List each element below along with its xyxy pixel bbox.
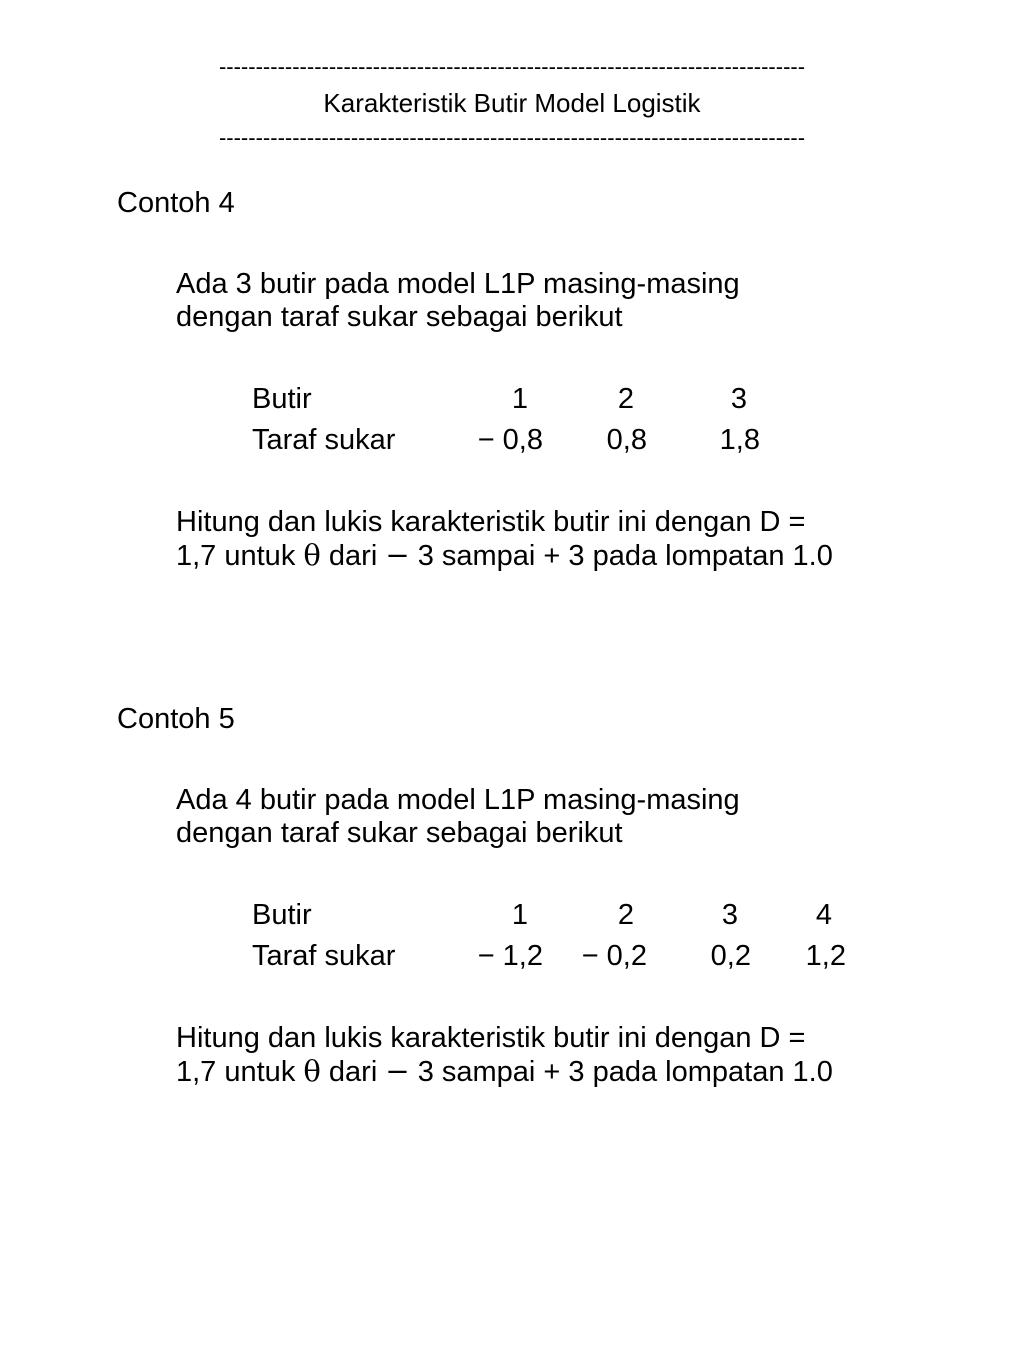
- minus-symbol: −: [385, 538, 410, 572]
- example-4-task-line2: [176, 539, 976, 573]
- example-5-item-2: 2: [617, 899, 634, 931]
- example-5-task: [176, 1022, 976, 1089]
- example-4-item-label: Butir: [252, 383, 312, 415]
- example-4-intro-line2: dengan taraf sukar sebagai berikut: [176, 301, 623, 333]
- example-5-intro-line2: dengan taraf sukar sebagai berikut: [176, 817, 623, 849]
- example-5-task-line1: Hitung dan lukis karakteristik butir ini dengan D =: [176, 1022, 806, 1054]
- example-4-item-2: 2: [617, 383, 634, 415]
- theta-symbol: θ: [303, 538, 321, 572]
- example-5-difficulty-3: 0,2: [710, 940, 751, 972]
- example-5-item-row: [0, 898, 1024, 932]
- example-5-task-line2-c: 3 sampai + 3 pada lompatan 1.0: [409, 1056, 833, 1088]
- example-5-item-4: 4: [815, 899, 832, 931]
- example-4-item-row: [0, 382, 1024, 416]
- header-rule-bottom: --------------------------------------------------------------------------------: [218, 126, 806, 150]
- header-rule-top: --------------------------------------------------------------------------------: [218, 55, 806, 79]
- example-4-difficulty-2: 0,8: [606, 424, 647, 456]
- example-5-task-line2: [176, 1055, 976, 1089]
- example-4-item-3: 3: [730, 383, 747, 415]
- example-5-task-line2-b: dari: [320, 1056, 386, 1088]
- example-4-difficulty-row: [0, 423, 1024, 457]
- theta-symbol: θ: [303, 1054, 321, 1088]
- example-4-intro: [176, 268, 976, 334]
- example-5-difficulty-2: − 0,2: [581, 940, 647, 972]
- example-4-task-line1: Hitung dan lukis karakteristik butir ini dengan D =: [176, 506, 806, 538]
- example-5-difficulty-label: Taraf sukar: [252, 940, 396, 972]
- example-5-item-1: 1: [511, 899, 528, 931]
- example-4-intro-line1: Ada 3 butir pada model L1P masing-masing: [176, 268, 740, 300]
- example-4-difficulty-1: − 0,8: [477, 424, 543, 456]
- example-5-intro: [176, 784, 976, 850]
- page-title: Karakteristik Butir Model Logistik: [323, 88, 701, 118]
- example-5-heading: Contoh 5: [117, 703, 235, 735]
- example-4-task-line2-a: 1,7 untuk: [176, 540, 304, 572]
- example-5-difficulty-row: [0, 939, 1024, 973]
- example-4-task-line2-c: 3 sampai + 3 pada lompatan 1.0: [409, 540, 833, 572]
- example-4-difficulty-3: 1,8: [719, 424, 760, 456]
- example-5-intro-line1: Ada 4 butir pada model L1P masing-masing: [176, 784, 740, 816]
- example-4-task-line2-b: dari: [320, 540, 386, 572]
- example-5-difficulty-1: − 1,2: [477, 940, 543, 972]
- example-4-heading: Contoh 4: [117, 187, 235, 219]
- example-5-task-line2-a: 1,7 untuk: [176, 1056, 304, 1088]
- example-4-difficulty-label: Taraf sukar: [252, 424, 396, 456]
- example-4-item-1: 1: [511, 383, 528, 415]
- example-5-item-label: Butir: [252, 899, 312, 931]
- example-5-difficulty-4: 1,2: [805, 940, 846, 972]
- example-5-item-3: 3: [721, 899, 738, 931]
- minus-symbol: −: [385, 1054, 410, 1088]
- example-4-task: [176, 506, 976, 573]
